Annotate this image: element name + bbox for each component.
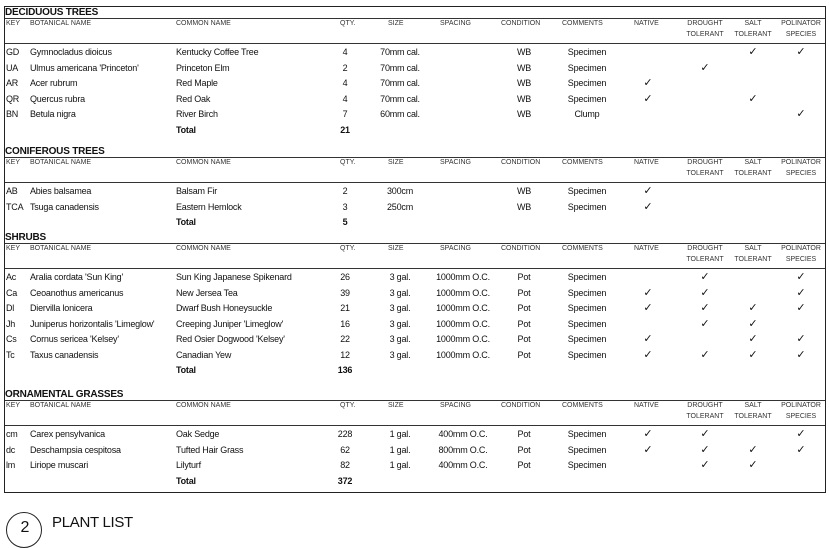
header-native: NATIVE (634, 402, 659, 409)
salt-tolerant-check: ✓ (748, 92, 758, 105)
row-botanical-name: Carex pensylvanica (30, 429, 105, 439)
row-common-name: Lilyturf (176, 460, 201, 470)
row-comments: Specimen (567, 444, 607, 455)
header-botanical-name: BOTANICAL NAME (30, 402, 92, 409)
row-condition: Pot (517, 303, 531, 313)
row-qty: 26 (340, 272, 350, 282)
row-comments: Specimen (567, 93, 607, 104)
row-common-name: Kentucky Coffee Tree (176, 47, 259, 57)
header-salt-line1: SALT (744, 20, 762, 27)
total-qty: 21 (340, 124, 350, 135)
header-pollinator-line1: POLINATOR (781, 159, 821, 166)
pollinator-check: ✓ (796, 302, 806, 314)
drought-tolerant-check: ✓ (700, 459, 710, 471)
header-comments: COMMENTS (562, 402, 603, 409)
row-comments: Specimen (567, 272, 607, 282)
row-size: 3 gal. (389, 349, 411, 360)
row-comments: Specimen (567, 78, 607, 88)
drought-tolerant-check: ✓ (700, 271, 710, 283)
drawing-title: PLANT LIST (52, 514, 133, 531)
native-check: ✓ (643, 200, 653, 213)
row-botanical-name: Ceoanothus americanus (30, 287, 124, 298)
row-size: 70mm cal. (380, 62, 420, 73)
row-key: Cs (6, 334, 17, 344)
row-common-name: River Birch (176, 109, 218, 119)
pollinator-check: ✓ (796, 271, 806, 283)
header-salt-line2: TOLERANT (734, 413, 772, 420)
row-botanical-name: Abies balsamea (30, 186, 92, 196)
row-botanical-name: Gymnocladus dioicus (30, 47, 112, 57)
header-salt-line2: TOLERANT (734, 256, 772, 263)
row-botanical-name: Juniperus horizontalis 'Limeglow' (30, 318, 155, 329)
pollinator-check: ✓ (796, 428, 806, 440)
header-spacing: SPACING (440, 159, 471, 166)
header-pollinator-line2: SPECIES (785, 256, 817, 263)
row-size: 1 gal. (389, 444, 411, 455)
header-rule (5, 268, 825, 269)
row-spacing: 1000mm O.C. (436, 303, 490, 313)
row-qty: 7 (342, 109, 348, 119)
row-condition: Pot (517, 429, 531, 439)
row-condition: WB (516, 47, 532, 57)
row-size: 1 gal. (389, 429, 411, 439)
section-title: DECIDUOUS TREES (5, 7, 99, 18)
total-label: Total (176, 217, 196, 227)
row-spacing: 1000mm O.C. (436, 272, 490, 282)
row-condition: WB (516, 186, 532, 196)
header-qty: QTY. (340, 402, 356, 409)
row-common-name: Eastern Hemlock (176, 201, 242, 212)
header-drought-line2: TOLERANT (686, 256, 724, 263)
row-common-name: New Jersea Tea (176, 287, 238, 298)
header-key: KEY (6, 20, 21, 27)
header-key: KEY (6, 245, 21, 252)
row-key: Tc (6, 349, 15, 360)
row-comments: Specimen (567, 349, 607, 360)
salt-tolerant-check: ✓ (748, 46, 758, 58)
total-qty: 5 (342, 217, 348, 227)
row-spacing: 1000mm O.C. (436, 287, 490, 298)
section-title-rule (5, 157, 825, 158)
header-comments: COMMENTS (562, 20, 603, 27)
header-drought-line1: DROUGHT (687, 159, 723, 166)
row-qty: 22 (340, 334, 350, 344)
row-comments: Specimen (567, 318, 607, 329)
header-rule (5, 43, 825, 44)
header-qty: QTY. (340, 159, 356, 166)
row-key: UA (6, 62, 19, 73)
section-title: ORNAMENTAL GRASSES (5, 389, 124, 400)
row-comments: Specimen (567, 62, 607, 73)
row-botanical-name: Ulmus americana 'Princeton' (30, 62, 139, 73)
row-condition: Pot (517, 287, 531, 298)
header-key: KEY (6, 159, 21, 166)
row-comments: Specimen (567, 303, 607, 313)
header-rule (5, 425, 825, 426)
header-qty: QTY. (340, 20, 356, 27)
pollinator-check: ✓ (796, 46, 806, 58)
header-drought-line1: DROUGHT (687, 245, 723, 252)
section-title-rule (5, 400, 825, 401)
header-spacing: SPACING (440, 20, 471, 27)
drawing-number-bubble (6, 512, 42, 548)
header-botanical-name: BOTANICAL NAME (30, 245, 92, 252)
header-pollinator-line2: SPECIES (785, 170, 817, 177)
row-comments: Specimen (567, 47, 607, 57)
header-key: KEY (6, 402, 21, 409)
row-comments: Specimen (567, 334, 607, 344)
row-condition: WB (516, 201, 532, 212)
row-size: 300cm (386, 186, 413, 196)
row-condition: Pot (517, 272, 531, 282)
row-key: TCA (6, 201, 24, 212)
row-size: 60mm cal. (380, 109, 420, 119)
row-condition: WB (516, 93, 532, 104)
row-common-name: Tufted Hair Grass (176, 444, 244, 455)
header-condition: CONDITION (501, 20, 541, 27)
row-key: Dl (6, 303, 15, 313)
pollinator-check: ✓ (796, 443, 806, 456)
row-spacing: 1000mm O.C. (436, 349, 490, 360)
header-common-name: COMMON NAME (176, 20, 231, 27)
row-size: 3 gal. (389, 318, 411, 329)
header-salt-line1: SALT (744, 159, 762, 166)
header-salt-line1: SALT (744, 402, 762, 409)
row-size: 3 gal. (389, 303, 411, 313)
salt-tolerant-check: ✓ (748, 459, 758, 471)
header-condition: CONDITION (501, 245, 541, 252)
row-key: dc (6, 444, 16, 455)
row-common-name: Red Maple (176, 78, 218, 88)
section-title: CONIFEROUS TREES (5, 146, 105, 157)
row-condition: Pot (517, 349, 531, 360)
row-comments: Specimen (567, 201, 607, 212)
pollinator-check: ✓ (796, 348, 806, 361)
drawing-title-block (0, 508, 300, 536)
header-native: NATIVE (634, 159, 659, 166)
row-size: 3 gal. (389, 287, 411, 298)
row-botanical-name: Betula nigra (30, 109, 76, 119)
row-size: 3 gal. (389, 334, 411, 344)
row-key: Jh (6, 318, 16, 329)
row-condition: Pot (517, 460, 531, 470)
pollinator-check: ✓ (796, 286, 806, 299)
row-qty: 39 (340, 287, 350, 298)
total-label: Total (176, 365, 196, 375)
header-drought-line2: TOLERANT (686, 413, 724, 420)
native-check: ✓ (643, 185, 653, 197)
header-qty: QTY. (340, 245, 356, 252)
row-condition: WB (516, 62, 532, 73)
row-botanical-name: Diervilla lonicera (30, 303, 93, 313)
row-qty: 62 (340, 444, 350, 455)
header-condition: CONDITION (501, 402, 541, 409)
row-comments: Specimen (567, 429, 607, 439)
row-botanical-name: Quercus rubra (30, 93, 85, 104)
header-salt-line2: TOLERANT (734, 31, 772, 38)
row-condition: Pot (517, 444, 531, 455)
header-common-name: COMMON NAME (176, 402, 231, 409)
total-qty: 372 (337, 475, 353, 486)
row-qty: 2 (342, 186, 348, 196)
total-label: Total (176, 124, 196, 135)
row-spacing: 1000mm O.C. (436, 318, 490, 329)
row-spacing: 1000mm O.C. (436, 334, 490, 344)
row-key: QR (6, 93, 20, 104)
header-pollinator-line1: POLINATOR (781, 20, 821, 27)
row-key: BN (6, 109, 19, 119)
row-botanical-name: Tsuga canadensis (30, 201, 99, 212)
section-title-rule (5, 243, 825, 244)
native-check: ✓ (643, 333, 653, 345)
row-botanical-name: Deschampsia cespitosa (30, 444, 121, 455)
native-check: ✓ (643, 77, 653, 89)
row-botanical-name: Aralia cordata 'Sun King' (30, 272, 123, 282)
row-spacing: 400mm O.C. (438, 460, 488, 470)
header-native: NATIVE (634, 245, 659, 252)
salt-tolerant-check: ✓ (748, 302, 758, 314)
row-size: 250cm (386, 201, 413, 212)
header-pollinator-line2: SPECIES (785, 31, 817, 38)
header-drought-line1: DROUGHT (687, 20, 723, 27)
row-key: AB (6, 186, 18, 196)
header-pollinator-line1: POLINATOR (781, 402, 821, 409)
row-key: lm (6, 460, 16, 470)
row-common-name: Balsam Fir (176, 186, 218, 196)
header-botanical-name: BOTANICAL NAME (30, 159, 92, 166)
drought-tolerant-check: ✓ (700, 443, 710, 456)
drought-tolerant-check: ✓ (700, 61, 710, 74)
row-condition: Pot (517, 318, 531, 329)
row-common-name: Creeping Juniper 'Limeglow' (176, 318, 284, 329)
header-comments: COMMENTS (562, 245, 603, 252)
salt-tolerant-check: ✓ (748, 317, 758, 330)
row-size: 3 gal. (389, 272, 411, 282)
row-key: cm (6, 429, 18, 439)
row-qty: 3 (342, 201, 348, 212)
row-qty: 228 (337, 429, 353, 439)
row-comments: Clump (574, 109, 600, 119)
row-comments: Specimen (567, 460, 607, 470)
row-common-name: Canadian Yew (176, 349, 232, 360)
row-key: GD (6, 47, 20, 57)
header-size: SIZE (388, 20, 404, 27)
row-qty: 4 (342, 78, 348, 88)
header-common-name: COMMON NAME (176, 159, 231, 166)
drought-tolerant-check: ✓ (700, 302, 710, 314)
row-qty: 16 (340, 318, 350, 329)
header-size: SIZE (388, 245, 404, 252)
salt-tolerant-check: ✓ (748, 333, 758, 345)
header-pollinator-line1: POLINATOR (781, 245, 821, 252)
header-size: SIZE (388, 159, 404, 166)
header-condition: CONDITION (501, 159, 541, 166)
header-salt-line2: TOLERANT (734, 170, 772, 177)
pollinator-check: ✓ (796, 108, 806, 120)
drought-tolerant-check: ✓ (700, 286, 710, 299)
row-comments: Specimen (567, 287, 607, 298)
header-salt-line1: SALT (744, 245, 762, 252)
native-check: ✓ (643, 348, 653, 361)
row-qty: 2 (342, 62, 348, 73)
row-condition: WB (516, 109, 532, 119)
native-check: ✓ (643, 428, 653, 440)
row-size: 70mm cal. (380, 93, 420, 104)
native-check: ✓ (643, 286, 653, 299)
drought-tolerant-check: ✓ (700, 348, 710, 361)
total-label: Total (176, 475, 196, 486)
header-comments: COMMENTS (562, 159, 603, 166)
row-qty: 4 (342, 93, 348, 104)
drought-tolerant-check: ✓ (700, 428, 710, 440)
row-size: 70mm cal. (380, 47, 420, 57)
row-condition: WB (516, 78, 532, 88)
native-check: ✓ (643, 443, 653, 456)
total-qty: 136 (337, 365, 353, 375)
drawing-number: 2 (20, 519, 30, 536)
row-botanical-name: Cornus sericea 'Kelsey' (30, 334, 119, 344)
row-qty: 12 (340, 349, 350, 360)
row-botanical-name: Taxus canadensis (30, 349, 99, 360)
row-size: 1 gal. (389, 460, 411, 470)
salt-tolerant-check: ✓ (748, 443, 758, 456)
row-common-name: Red Osier Dogwood 'Kelsey' (176, 334, 285, 344)
row-common-name: Dwarf Bush Honeysuckle (176, 303, 273, 313)
pollinator-check: ✓ (796, 333, 806, 345)
row-spacing: 400mm O.C. (438, 429, 488, 439)
header-drought-line2: TOLERANT (686, 31, 724, 38)
row-botanical-name: Liriope muscari (30, 460, 89, 470)
header-spacing: SPACING (440, 402, 471, 409)
row-common-name: Red Oak (176, 93, 211, 104)
plant-list-table (4, 6, 826, 493)
row-key: AR (6, 78, 19, 88)
drought-tolerant-check: ✓ (700, 317, 710, 330)
row-size: 70mm cal. (380, 78, 420, 88)
header-drought-line2: TOLERANT (686, 170, 724, 177)
row-common-name: Sun King Japanese Spikenard (176, 272, 292, 282)
header-rule (5, 182, 825, 183)
row-qty: 82 (340, 460, 350, 470)
native-check: ✓ (643, 92, 653, 105)
header-pollinator-line2: SPECIES (785, 413, 817, 420)
header-botanical-name: BOTANICAL NAME (30, 20, 92, 27)
row-comments: Specimen (567, 186, 607, 196)
section-title: SHRUBS (5, 232, 47, 243)
row-key: Ac (6, 272, 17, 282)
row-spacing: 800mm O.C. (438, 444, 488, 455)
salt-tolerant-check: ✓ (748, 348, 758, 361)
section-title-rule (5, 18, 825, 19)
native-check: ✓ (643, 302, 653, 314)
header-common-name: COMMON NAME (176, 245, 231, 252)
header-drought-line1: DROUGHT (687, 402, 723, 409)
row-condition: Pot (517, 334, 531, 344)
header-spacing: SPACING (440, 245, 471, 252)
header-size: SIZE (388, 402, 404, 409)
header-native: NATIVE (634, 20, 659, 27)
row-qty: 4 (342, 47, 348, 57)
row-botanical-name: Acer rubrum (30, 78, 78, 88)
row-qty: 21 (340, 303, 350, 313)
row-key: Ca (6, 287, 18, 298)
row-common-name: Oak Sedge (176, 429, 220, 439)
row-common-name: Princeton Elm (176, 62, 230, 73)
